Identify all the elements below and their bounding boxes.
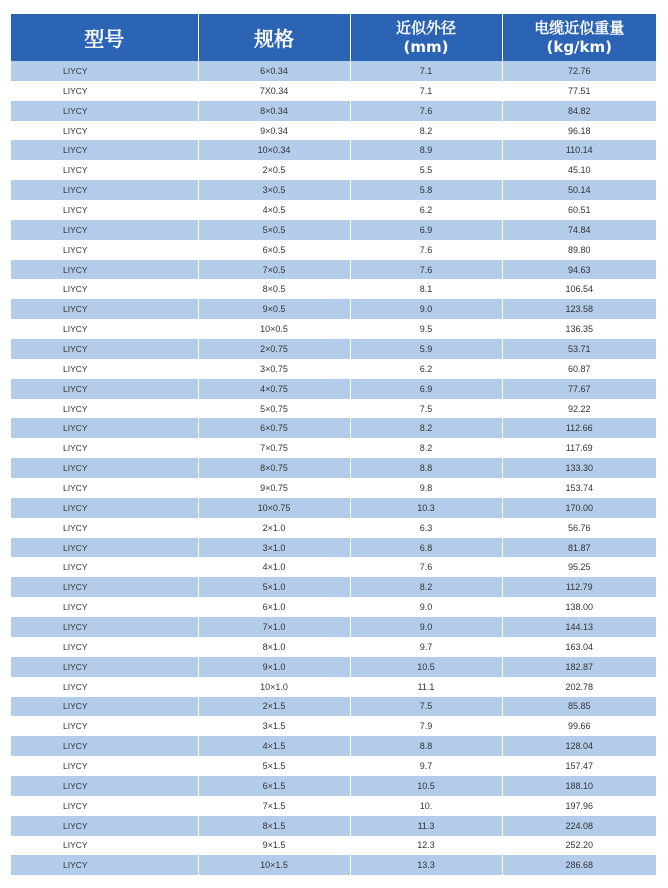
cell-spec: 4×0.75 (198, 379, 350, 399)
table-row (11, 260, 656, 280)
cell-spec: 9×0.75 (198, 478, 350, 498)
cell-model: LIYCY (11, 359, 198, 379)
cell-weight: 252.20 (502, 836, 656, 856)
cell-weight: 197.96 (502, 796, 656, 816)
cell-model: LIYCY (11, 339, 198, 359)
table-row (11, 677, 656, 697)
header-diameter (350, 14, 502, 61)
cell-diameter: 9.0 (350, 299, 502, 319)
table-row (11, 200, 656, 220)
table-row (11, 101, 656, 121)
cell-spec: 10×1.0 (198, 677, 350, 697)
table-row (11, 518, 656, 538)
table-row (11, 438, 656, 458)
cell-diameter: 8.9 (350, 140, 502, 160)
cell-weight: 106.54 (502, 279, 656, 299)
table-row (11, 359, 656, 379)
cell-model: LIYCY (11, 299, 198, 319)
cell-model: LIYCY (11, 716, 198, 736)
table-row (11, 81, 656, 101)
cell-spec: 6×1.5 (198, 776, 350, 796)
cell-diameter: 6.8 (350, 538, 502, 558)
cell-model: LIYCY (11, 518, 198, 538)
cell-diameter: 10.5 (350, 657, 502, 677)
table-row (11, 339, 656, 359)
cell-model: LIYCY (11, 597, 198, 617)
table-row (11, 617, 656, 637)
cell-diameter: 6.9 (350, 379, 502, 399)
cell-weight: 153.74 (502, 478, 656, 498)
cell-diameter: 6.2 (350, 200, 502, 220)
cell-diameter: 10.3 (350, 498, 502, 518)
cell-diameter: 7.9 (350, 716, 502, 736)
table-row (11, 836, 656, 856)
cell-model: LIYCY (11, 756, 198, 776)
cell-diameter: 6.2 (350, 359, 502, 379)
header-weight-unit: (kg/km) (546, 37, 612, 56)
cell-diameter: 8.1 (350, 279, 502, 299)
cell-model: LIYCY (11, 498, 198, 518)
cell-diameter: 8.2 (350, 121, 502, 141)
cell-model: LIYCY (11, 200, 198, 220)
cell-spec: 7×0.5 (198, 260, 350, 280)
cell-diameter: 7.1 (350, 61, 502, 81)
cell-spec: 7X0.34 (198, 81, 350, 101)
table-row (11, 697, 656, 717)
cell-spec: 2×0.5 (198, 160, 350, 180)
table-row (11, 458, 656, 478)
table-header (11, 14, 656, 61)
cell-weight: 95.25 (502, 557, 656, 577)
cell-weight: 112.79 (502, 577, 656, 597)
cell-weight: 99.66 (502, 716, 656, 736)
cell-weight: 89.80 (502, 240, 656, 260)
cell-weight: 74.84 (502, 220, 656, 240)
cell-spec: 8×0.5 (198, 279, 350, 299)
cell-weight: 136.35 (502, 319, 656, 339)
cell-spec: 5×1.5 (198, 756, 350, 776)
header-diameter-unit: (mm) (403, 37, 449, 56)
cell-spec: 4×1.0 (198, 557, 350, 577)
cell-spec: 9×1.5 (198, 836, 350, 856)
cell-weight: 72.76 (502, 61, 656, 81)
cell-weight: 133.30 (502, 458, 656, 478)
cell-spec: 10×1.5 (198, 855, 350, 875)
table-row (11, 240, 656, 260)
cell-diameter: 6.3 (350, 518, 502, 538)
cell-model: LIYCY (11, 557, 198, 577)
cell-diameter: 8.2 (350, 438, 502, 458)
cell-model: LIYCY (11, 399, 198, 419)
cell-spec: 4×1.5 (198, 736, 350, 756)
cell-spec: 4×0.5 (198, 200, 350, 220)
cell-diameter: 8.2 (350, 577, 502, 597)
cell-diameter: 7.6 (350, 101, 502, 121)
cell-spec: 8×0.34 (198, 101, 350, 121)
cell-diameter: 9.7 (350, 637, 502, 657)
table-row (11, 220, 656, 240)
cell-model: LIYCY (11, 418, 198, 438)
cell-diameter: 12.3 (350, 836, 502, 856)
cell-model: LIYCY (11, 637, 198, 657)
header-row (11, 14, 656, 61)
cell-diameter: 9.0 (350, 617, 502, 637)
table-row (11, 379, 656, 399)
cell-weight: 128.04 (502, 736, 656, 756)
cell-weight: 50.14 (502, 180, 656, 200)
cell-spec: 5×0.5 (198, 220, 350, 240)
cell-spec: 6×0.75 (198, 418, 350, 438)
cell-spec: 6×0.34 (198, 61, 350, 81)
table-body (11, 61, 656, 875)
cell-spec: 2×0.75 (198, 339, 350, 359)
cell-diameter: 6.9 (350, 220, 502, 240)
cell-model: LIYCY (11, 816, 198, 836)
cell-weight: 77.67 (502, 379, 656, 399)
cell-diameter: 8.2 (350, 418, 502, 438)
cell-model: LIYCY (11, 220, 198, 240)
cell-spec: 3×0.5 (198, 180, 350, 200)
cell-model: LIYCY (11, 101, 198, 121)
cell-diameter: 9.0 (350, 597, 502, 617)
table-row (11, 716, 656, 736)
table-row (11, 399, 656, 419)
cell-spec: 9×0.5 (198, 299, 350, 319)
table-row (11, 478, 656, 498)
cable-spec-table (11, 14, 656, 875)
header-weight (502, 14, 656, 61)
cell-diameter: 9.8 (350, 478, 502, 498)
table-row (11, 140, 656, 160)
cell-model: LIYCY (11, 577, 198, 597)
cell-model: LIYCY (11, 279, 198, 299)
cell-weight: 123.58 (502, 299, 656, 319)
table-row (11, 855, 656, 875)
cell-weight: 157.47 (502, 756, 656, 776)
cell-diameter: 9.5 (350, 319, 502, 339)
cell-model: LIYCY (11, 478, 198, 498)
cell-spec: 8×1.5 (198, 816, 350, 836)
table-row (11, 279, 656, 299)
table-row (11, 180, 656, 200)
table-row (11, 61, 656, 81)
cell-spec: 8×1.0 (198, 637, 350, 657)
cell-weight: 81.87 (502, 538, 656, 558)
header-diameter-title: 近似外径 (395, 18, 456, 37)
cell-model: LIYCY (11, 180, 198, 200)
cell-spec: 2×1.5 (198, 697, 350, 717)
cell-diameter: 7.5 (350, 697, 502, 717)
cell-model: LIYCY (11, 736, 198, 756)
cell-diameter: 5.5 (350, 160, 502, 180)
cell-model: LIYCY (11, 776, 198, 796)
cell-spec: 6×0.5 (198, 240, 350, 260)
cell-diameter: 8.8 (350, 736, 502, 756)
cell-weight: 163.04 (502, 637, 656, 657)
cell-spec: 3×1.0 (198, 538, 350, 558)
table-row (11, 538, 656, 558)
cell-weight: 60.51 (502, 200, 656, 220)
cell-spec: 10×0.75 (198, 498, 350, 518)
cell-spec: 2×1.0 (198, 518, 350, 538)
cell-diameter: 10.5 (350, 776, 502, 796)
cell-weight: 224.08 (502, 816, 656, 836)
cell-model: LIYCY (11, 617, 198, 637)
cell-weight: 138.00 (502, 597, 656, 617)
header-weight-title: 电缆近似重量 (534, 18, 625, 37)
cell-diameter: 7.6 (350, 557, 502, 577)
table-row (11, 418, 656, 438)
cell-model: LIYCY (11, 677, 198, 697)
cell-weight: 202.78 (502, 677, 656, 697)
header-model: 型号 (11, 14, 198, 61)
cell-spec: 3×1.5 (198, 716, 350, 736)
cell-diameter: 5.8 (350, 180, 502, 200)
table-row (11, 597, 656, 617)
cell-weight: 117.69 (502, 438, 656, 458)
cell-weight: 112.66 (502, 418, 656, 438)
cell-model: LIYCY (11, 538, 198, 558)
cell-weight: 56.76 (502, 518, 656, 538)
cell-weight: 144.13 (502, 617, 656, 637)
cell-model: LIYCY (11, 796, 198, 816)
cell-model: LIYCY (11, 240, 198, 260)
cell-diameter: 9.7 (350, 756, 502, 776)
cell-weight: 60.87 (502, 359, 656, 379)
table-row (11, 657, 656, 677)
cell-weight: 286.68 (502, 855, 656, 875)
cell-model: LIYCY (11, 697, 198, 717)
cell-weight: 77.51 (502, 81, 656, 101)
table-row (11, 121, 656, 141)
cell-spec: 6×1.0 (198, 597, 350, 617)
table-row (11, 498, 656, 518)
cell-model: LIYCY (11, 140, 198, 160)
table-row (11, 776, 656, 796)
cell-spec: 7×1.5 (198, 796, 350, 816)
cell-spec: 10×0.34 (198, 140, 350, 160)
cell-diameter: 11.3 (350, 816, 502, 836)
cell-spec: 7×1.0 (198, 617, 350, 637)
cell-spec: 10×0.5 (198, 319, 350, 339)
cell-spec: 3×0.75 (198, 359, 350, 379)
cell-model: LIYCY (11, 319, 198, 339)
cell-weight: 94.63 (502, 260, 656, 280)
table-row (11, 319, 656, 339)
cell-spec: 5×0.75 (198, 399, 350, 419)
cell-spec: 5×1.0 (198, 577, 350, 597)
cell-model: LIYCY (11, 81, 198, 101)
cell-diameter: 11.1 (350, 677, 502, 697)
cell-spec: 9×0.34 (198, 121, 350, 141)
table-row (11, 637, 656, 657)
cell-model: LIYCY (11, 61, 198, 81)
cell-model: LIYCY (11, 855, 198, 875)
cell-model: LIYCY (11, 121, 198, 141)
cell-diameter: 5.9 (350, 339, 502, 359)
cell-diameter: 13.3 (350, 855, 502, 875)
cell-model: LIYCY (11, 379, 198, 399)
cell-diameter: 7.6 (350, 260, 502, 280)
cell-weight: 92.22 (502, 399, 656, 419)
table-row (11, 756, 656, 776)
cell-weight: 53.71 (502, 339, 656, 359)
cell-diameter: 7.6 (350, 240, 502, 260)
cell-model: LIYCY (11, 438, 198, 458)
cell-weight: 96.18 (502, 121, 656, 141)
cell-spec: 9×1.0 (198, 657, 350, 677)
cell-diameter: 10. (350, 796, 502, 816)
header-spec: 规格 (198, 14, 350, 61)
cell-spec: 8×0.75 (198, 458, 350, 478)
cell-spec: 7×0.75 (198, 438, 350, 458)
cell-diameter: 7.5 (350, 399, 502, 419)
cell-weight: 110.14 (502, 140, 656, 160)
cell-diameter: 7.1 (350, 81, 502, 101)
cell-model: LIYCY (11, 160, 198, 180)
table-row (11, 816, 656, 836)
table-row (11, 796, 656, 816)
table-row (11, 577, 656, 597)
cell-weight: 170.00 (502, 498, 656, 518)
cell-weight: 45.10 (502, 160, 656, 180)
cell-weight: 84.82 (502, 101, 656, 121)
table-row (11, 557, 656, 577)
cell-weight: 188.10 (502, 776, 656, 796)
cell-weight: 182.87 (502, 657, 656, 677)
table-row (11, 160, 656, 180)
cell-model: LIYCY (11, 260, 198, 280)
table-row (11, 299, 656, 319)
cell-model: LIYCY (11, 657, 198, 677)
table-row (11, 736, 656, 756)
cell-model: LIYCY (11, 458, 198, 478)
cell-weight: 85.85 (502, 697, 656, 717)
cell-model: LIYCY (11, 836, 198, 856)
cell-diameter: 8.8 (350, 458, 502, 478)
